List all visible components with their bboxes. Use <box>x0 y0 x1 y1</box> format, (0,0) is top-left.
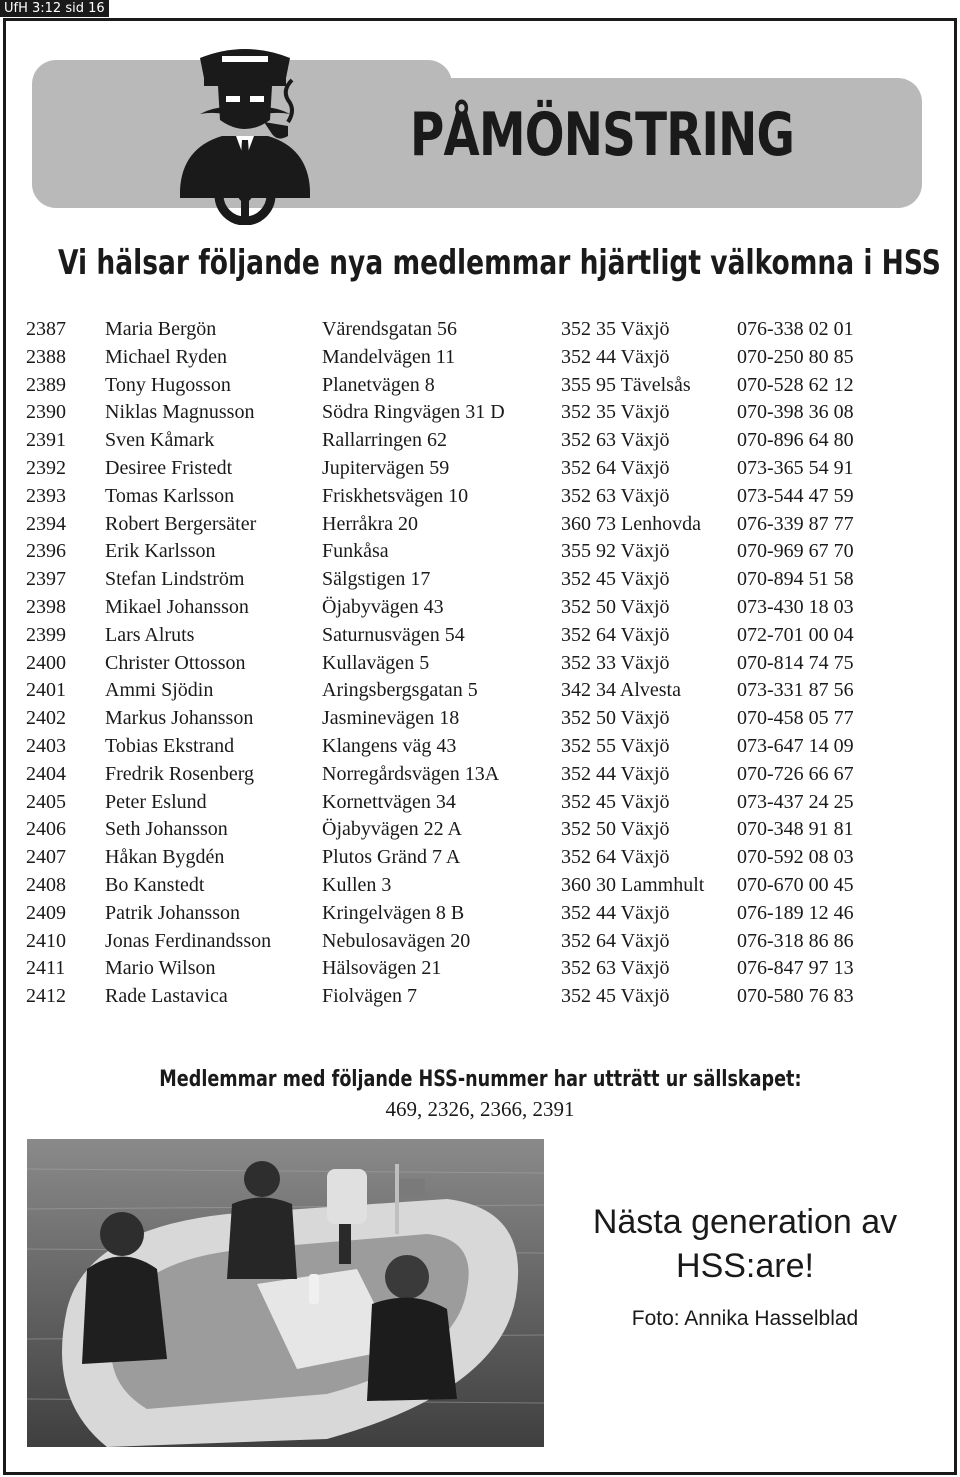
member-phone: 070-896 64 80 <box>737 429 854 452</box>
member-row <box>26 733 926 761</box>
member-number: 2400 <box>26 651 66 674</box>
member-name: Niklas Magnusson <box>105 401 255 424</box>
member-phone: 070-592 08 03 <box>737 846 854 869</box>
member-number: 2390 <box>26 401 66 424</box>
member-city: 352 63 Växjö <box>561 429 670 452</box>
member-number: 2404 <box>26 762 66 785</box>
member-street: Sälgstigen 17 <box>322 568 431 591</box>
member-street: Norregårdsvägen 13A <box>322 762 500 785</box>
member-street: Jupitervägen 59 <box>322 456 450 479</box>
member-name: Rade Lastavica <box>105 985 228 1008</box>
member-row <box>26 622 926 650</box>
member-phone: 070-398 36 08 <box>737 401 854 424</box>
photo-credit: Foto: Annika Hasselblad <box>631 1307 859 1330</box>
member-city: 352 45 Växjö <box>561 985 670 1008</box>
member-row <box>26 816 926 844</box>
member-number: 2412 <box>26 985 66 1008</box>
member-city: 352 33 Växjö <box>561 651 670 674</box>
captain-logo-icon <box>160 40 330 225</box>
member-city: 352 63 Växjö <box>561 957 670 980</box>
member-city: 352 45 Växjö <box>561 790 670 813</box>
member-city: 352 50 Växjö <box>561 595 670 618</box>
member-name: Patrik Johansson <box>105 901 240 924</box>
member-phone: 070-458 05 77 <box>737 707 854 730</box>
member-street: Planetvägen 8 <box>322 373 435 396</box>
member-street: Kornettvägen 34 <box>322 790 456 813</box>
member-name: Desiree Fristedt <box>105 456 233 479</box>
member-name: Bo Kanstedt <box>105 873 205 896</box>
member-number: 2393 <box>26 484 66 507</box>
member-street: Hälsovägen 21 <box>322 957 442 980</box>
member-phone: 070-580 76 83 <box>737 985 854 1008</box>
member-phone: 073-647 14 09 <box>737 734 854 757</box>
member-name: Ammi Sjödin <box>105 679 214 702</box>
member-phone: 073-437 24 25 <box>737 790 854 813</box>
member-row <box>26 650 926 678</box>
member-phone: 076-318 86 86 <box>737 929 854 952</box>
member-number: 2407 <box>26 846 66 869</box>
member-city: 355 95 Tävelsås <box>561 373 691 396</box>
member-city: 352 35 Växjö <box>561 401 670 424</box>
member-number: 2410 <box>26 929 66 952</box>
member-city: 352 64 Växjö <box>561 846 670 869</box>
member-row <box>26 511 926 539</box>
member-row <box>26 955 926 983</box>
member-phone: 073-331 87 56 <box>737 679 854 702</box>
member-city: 352 44 Växjö <box>561 762 670 785</box>
member-number: 2387 <box>26 318 66 340</box>
member-name: Lars Alruts <box>105 623 195 646</box>
member-phone: 070-894 51 58 <box>737 568 854 591</box>
member-number: 2408 <box>26 873 66 896</box>
member-street: Saturnusvägen 54 <box>322 623 465 646</box>
member-row <box>26 455 926 483</box>
member-street: Södra Ringvägen 31 D <box>322 401 505 424</box>
member-street: Aringsbergsgatan 5 <box>322 679 478 702</box>
member-phone: 070-814 74 75 <box>737 651 854 674</box>
member-phone: 076-847 97 13 <box>737 957 854 980</box>
member-street: Värendsgatan 56 <box>322 318 457 340</box>
resigned-heading-text: Medlemmar med följande HSS-nummer har utträtt ur sällskapet: <box>158 1067 802 1092</box>
member-name: Håkan Bygdén <box>105 846 225 869</box>
member-name: Mikael Johansson <box>105 595 249 618</box>
member-city: 352 64 Växjö <box>561 623 670 646</box>
member-name: Tobias Ekstrand <box>105 734 235 757</box>
member-phone: 073-430 18 03 <box>737 595 854 618</box>
member-name: Christer Ottosson <box>105 651 246 674</box>
member-phone: 076-339 87 77 <box>737 512 854 535</box>
member-city: 352 35 Växjö <box>561 318 670 340</box>
member-city: 355 92 Växjö <box>561 540 670 563</box>
member-name: Tony Hugosson <box>105 373 231 396</box>
member-city: 360 73 Lenhovda <box>561 512 701 535</box>
member-street: Jasminevägen 18 <box>322 707 460 730</box>
member-number: 2398 <box>26 595 66 618</box>
member-name: Robert Bergersäter <box>105 512 257 535</box>
member-city: 352 63 Växjö <box>561 484 670 507</box>
member-phone: 070-726 66 67 <box>737 762 854 785</box>
member-number: 2402 <box>26 707 66 730</box>
member-row <box>26 677 926 705</box>
page-title: PÅMÖNSTRING <box>410 100 795 170</box>
member-phone: 072-701 00 04 <box>737 623 854 646</box>
member-row <box>26 344 926 372</box>
member-number: 2388 <box>26 345 66 368</box>
member-phone: 076-189 12 46 <box>737 901 854 924</box>
member-street: Friskhetsvägen 10 <box>322 484 469 507</box>
member-row <box>26 872 926 900</box>
member-name: Stefan Lindström <box>105 568 245 591</box>
member-name: Erik Karlsson <box>105 540 216 563</box>
member-city: 360 30 Lammhult <box>561 873 705 896</box>
member-city: 352 44 Växjö <box>561 901 670 924</box>
member-number: 2391 <box>26 429 66 452</box>
member-number: 2406 <box>26 818 66 841</box>
member-city: 352 55 Växjö <box>561 734 670 757</box>
member-phone: 070-528 62 12 <box>737 373 854 396</box>
resigned-heading <box>0 1067 960 1092</box>
member-number: 2405 <box>26 790 66 813</box>
member-street: Fiolvägen 7 <box>322 985 417 1008</box>
member-row <box>26 566 926 594</box>
member-row <box>26 705 926 733</box>
member-row <box>26 844 926 872</box>
member-row <box>26 399 926 427</box>
member-row <box>26 538 926 566</box>
member-street: Herråkra 20 <box>322 512 419 535</box>
member-phone: 070-670 00 45 <box>737 873 854 896</box>
member-city: 352 64 Växjö <box>561 456 670 479</box>
member-city: 352 64 Växjö <box>561 929 670 952</box>
member-number: 2403 <box>26 734 66 757</box>
member-street: Rallarringen 62 <box>322 429 447 452</box>
member-street: Klangens väg 43 <box>322 734 457 757</box>
member-phone: 073-365 54 91 <box>737 456 854 479</box>
member-row <box>26 316 926 344</box>
member-number: 2396 <box>26 540 66 563</box>
member-phone: 070-250 80 85 <box>737 345 854 368</box>
member-name: Seth Johansson <box>105 818 228 841</box>
member-number: 2401 <box>26 679 66 702</box>
photo-caption-headline: Nästa generation av HSS:are! <box>592 1203 898 1285</box>
member-street: Nebulosavägen 20 <box>322 929 471 952</box>
member-number: 2397 <box>26 568 66 591</box>
member-street: Kullen 3 <box>322 873 392 896</box>
member-street: Öjabyvägen 43 <box>322 595 444 618</box>
member-row <box>26 483 926 511</box>
member-street: Mandelvägen 11 <box>322 345 456 368</box>
member-list <box>26 316 926 1011</box>
member-street: Kullavägen 5 <box>322 651 430 674</box>
member-row <box>26 427 926 455</box>
member-number: 2389 <box>26 373 66 396</box>
member-phone: 070-969 67 70 <box>737 540 854 563</box>
resigned-numbers: 469, 2326, 2366, 2391 <box>385 1097 575 1121</box>
page-header: UfH 3:12 sid 16 <box>0 0 109 17</box>
member-row <box>26 983 926 1011</box>
member-phone: 070-348 91 81 <box>737 818 854 841</box>
member-name: Michael Ryden <box>105 345 227 368</box>
member-row <box>26 761 926 789</box>
member-number: 2392 <box>26 456 66 479</box>
member-name: Fredrik Rosenberg <box>105 762 255 785</box>
member-city: 352 45 Växjö <box>561 568 670 591</box>
member-street: Plutos Gränd 7 A <box>322 846 461 869</box>
member-city: 352 44 Växjö <box>561 345 670 368</box>
member-phone: 073-544 47 59 <box>737 484 854 507</box>
member-name: Sven Kåmark <box>105 429 215 452</box>
member-street: Öjabyvägen 22 A <box>322 818 462 841</box>
member-row <box>26 928 926 956</box>
member-name: Peter Eslund <box>105 790 207 813</box>
member-number: 2399 <box>26 623 66 646</box>
member-number: 2394 <box>26 512 66 535</box>
member-row <box>26 789 926 817</box>
member-number: 2411 <box>26 957 66 980</box>
member-city: 352 50 Växjö <box>561 818 670 841</box>
member-row <box>26 372 926 400</box>
member-row <box>26 900 926 928</box>
member-name: Maria Bergön <box>105 318 217 340</box>
welcome-heading: Vi hälsar följande nya medlemmar hjärtligt välkomna i HSS <box>58 243 941 283</box>
member-street: Kringelvägen 8 B <box>322 901 465 924</box>
member-name: Jonas Ferdinandsson <box>105 929 272 952</box>
member-street: Funkåsa <box>322 540 389 563</box>
member-name: Markus Johansson <box>105 707 254 730</box>
member-city: 352 50 Växjö <box>561 707 670 730</box>
member-phone: 076-338 02 01 <box>737 318 854 340</box>
member-city: 342 34 Alvesta <box>561 679 681 702</box>
member-row <box>26 594 926 622</box>
member-name: Mario Wilson <box>105 957 216 980</box>
member-name: Tomas Karlsson <box>105 484 235 507</box>
member-number: 2409 <box>26 901 66 924</box>
boat-photo <box>27 1139 544 1447</box>
